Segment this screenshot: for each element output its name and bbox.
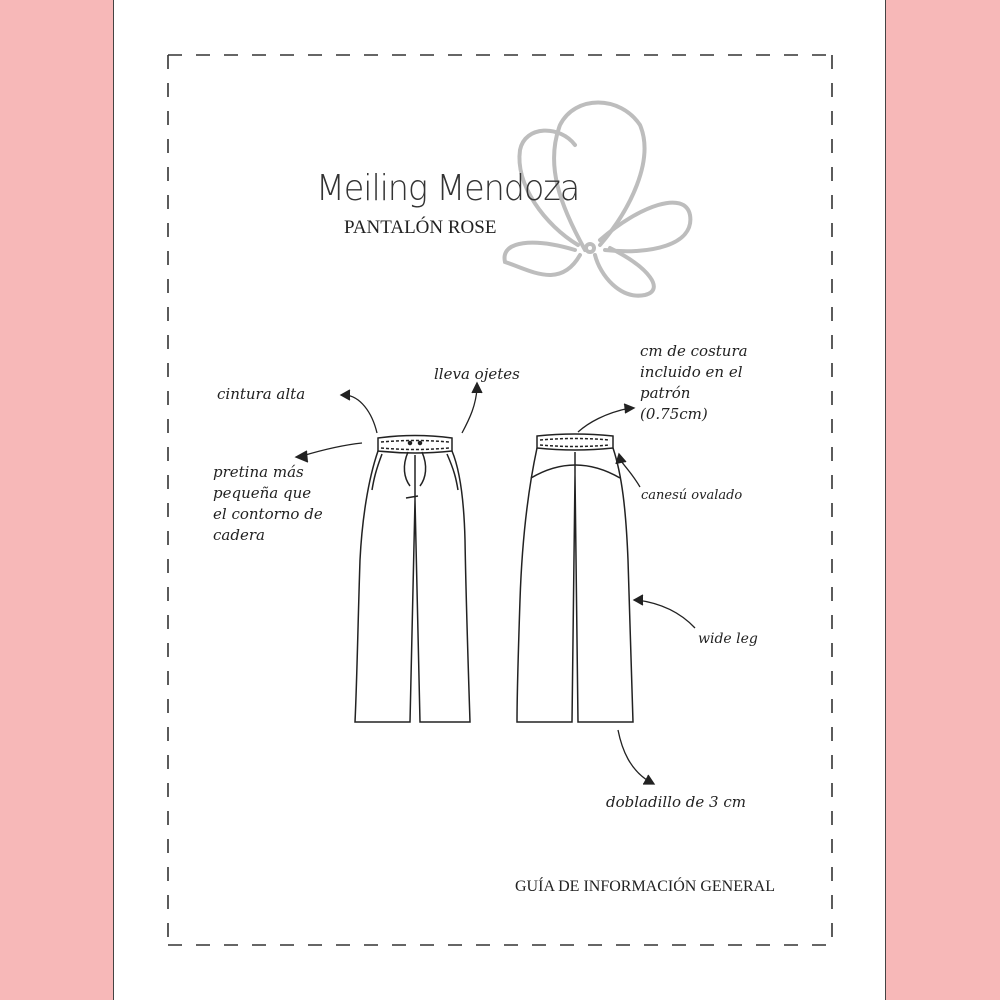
note-costura-line: cm de costura xyxy=(640,342,748,360)
note-cintura-alta: cintura alta xyxy=(217,385,306,403)
note-canesu: canesú ovalado xyxy=(641,488,743,503)
product-title: PANTALÓN ROSE xyxy=(344,217,497,238)
note-pretina-line: pequeña que xyxy=(213,484,312,502)
footer-title: GUÍA DE INFORMACIÓN GENERAL xyxy=(515,878,775,895)
note-costura-line: (0.75cm) xyxy=(640,405,708,423)
note-costura xyxy=(640,341,748,425)
note-lleva-ojetes: lleva ojetes xyxy=(434,365,520,383)
note-pretina-line: el contorno de xyxy=(213,505,323,523)
note-costura-line: patrón xyxy=(640,384,691,402)
note-pretina-line: cadera xyxy=(213,526,265,544)
note-pretina-line: pretina más xyxy=(213,463,304,481)
note-dobladillo: dobladillo de 3 cm xyxy=(606,793,746,811)
note-wide-leg: wide leg xyxy=(698,631,758,647)
note-pretina xyxy=(213,462,323,546)
brand-name: Meiling Mendoza xyxy=(316,168,580,209)
note-costura-line: incluido en el xyxy=(640,363,743,381)
